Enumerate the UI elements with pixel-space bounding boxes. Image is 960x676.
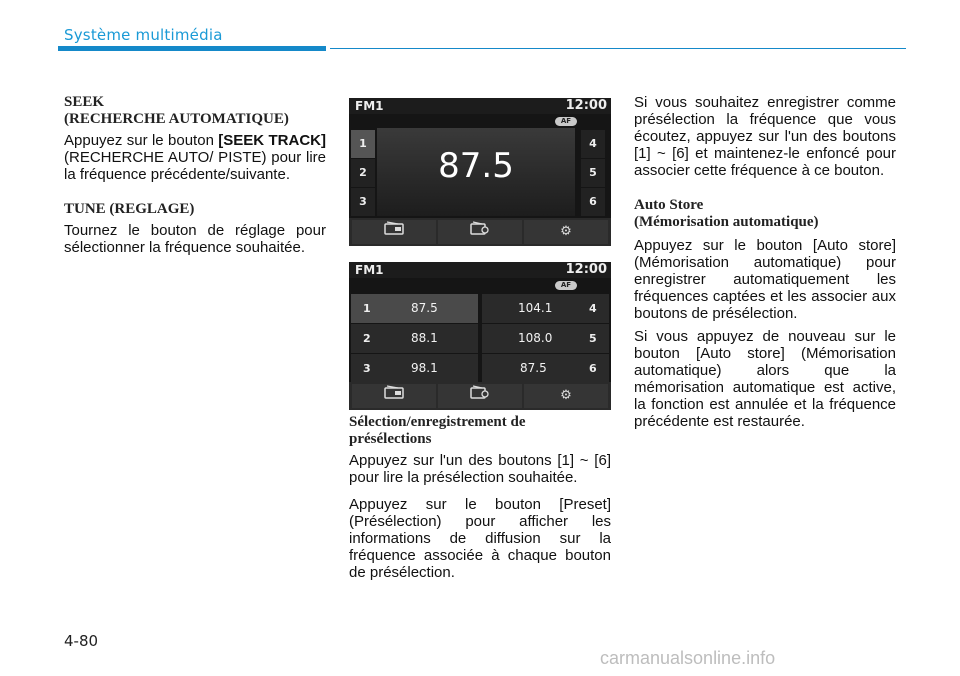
seek-heading-line1: SEEK	[64, 94, 105, 110]
watermark: carmanualsonline.info	[600, 648, 776, 668]
preset-paragraph-2: Appuyez sur le bouton [Preset] (Présélection) pour afficher les informations de diffusion sur la fréquence associée à chaque bouton de présélection.	[349, 496, 611, 581]
radio-search-icon[interactable]	[438, 384, 522, 408]
auto-store-paragraph-2: Si vous appuyez de nouveau sur le bouton [Auto store] (Mémorisation automatique) alors que la mémorisation automatique est active, la fonction est annulée et la fréquence précédente est restaurée.	[634, 328, 896, 430]
preset-frequency: 104.1	[518, 301, 553, 315]
current-frequency: 87.5	[438, 146, 514, 186]
column-2	[349, 414, 611, 581]
preset-heading-line1: Sélection/enregistrement de	[349, 414, 526, 430]
status-bar	[349, 262, 611, 278]
band-label: FM1	[355, 99, 384, 113]
preset-button-2[interactable]: 2	[351, 159, 375, 187]
preset-row-4[interactable]	[482, 294, 609, 323]
section-title: Système multimédia	[64, 26, 223, 44]
preset-frequency: 87.5	[411, 301, 438, 315]
clock: 12:00	[565, 262, 607, 277]
radio-search-icon[interactable]	[438, 220, 522, 244]
preset-number: 1	[363, 302, 371, 315]
status-bar	[349, 98, 611, 114]
preset-row-5[interactable]	[482, 324, 609, 353]
preset-row-1[interactable]	[351, 294, 478, 323]
radio-screen-presets	[349, 262, 611, 410]
af-badge: AF	[555, 117, 577, 126]
preset-number: 6	[589, 362, 597, 375]
radio-list-icon[interactable]	[352, 384, 436, 408]
preset-number: 5	[589, 332, 597, 345]
preset-number: 3	[363, 362, 371, 375]
preset-frequency: 98.1	[411, 361, 438, 375]
preset-number: 2	[363, 332, 371, 345]
store-paragraph: Si vous souhaitez enregistrer comme présélection la fréquence que vous écoutez, appuyez sur l'un des boutons [1] ~ [6] et maintenez-le enfoncé pour associer cette fréquence à ce bouton.	[634, 94, 896, 179]
radio-list-icon[interactable]	[352, 220, 436, 244]
preset-button-5[interactable]: 5	[581, 159, 605, 187]
preset-row-6[interactable]	[482, 354, 609, 383]
column-3	[634, 94, 896, 430]
preset-frequency: 108.0	[518, 331, 553, 345]
preset-button-1[interactable]: 1	[351, 130, 375, 158]
preset-frequency: 87.5	[520, 361, 547, 375]
preset-row-2[interactable]	[351, 324, 478, 353]
settings-gear-icon[interactable]: ⚙	[524, 220, 608, 244]
preset-number: 4	[589, 302, 597, 315]
header-accent-bar	[58, 46, 326, 51]
frequency-display	[377, 128, 575, 216]
preset-paragraph-1: Appuyez sur l'un des boutons [1] ~ [6] pour lire la présélection souhaitée.	[349, 452, 611, 486]
radio-screen-main	[349, 98, 611, 246]
clock: 12:00	[565, 98, 607, 113]
preset-button-4[interactable]: 4	[581, 130, 605, 158]
auto-store-heading-line1: Auto Store	[634, 197, 704, 213]
page-number: 4-80	[64, 632, 99, 650]
preset-heading-line2: présélections	[349, 431, 432, 447]
tune-paragraph: Tournez le bouton de réglage pour sélectionner la fréquence souhaitée.	[64, 222, 326, 256]
preset-row-3[interactable]	[351, 354, 478, 383]
af-badge: AF	[555, 281, 577, 290]
seek-paragraph: Appuyez sur le bouton [SEEK TRACK] (RECHERCHE AUTO/ PISTE) pour lire la fréquence précédente/suivante.	[64, 132, 327, 183]
preset-frequency: 88.1	[411, 331, 438, 345]
header-rule	[330, 48, 906, 49]
preset-button-3[interactable]: 3	[351, 188, 375, 216]
auto-store-paragraph-1: Appuyez sur le bouton [Auto store] (Mémorisation automatique) pour enregistrer automatiquement les fréquences captées et les associer aux boutons de présélection.	[634, 237, 896, 322]
settings-gear-icon[interactable]: ⚙	[524, 384, 608, 408]
bottom-bar	[349, 218, 611, 246]
auto-store-heading-line2: (Mémorisation automatique)	[634, 214, 819, 230]
band-label: FM1	[355, 263, 384, 277]
tune-heading: TUNE (REGLAGE)	[64, 201, 195, 217]
preset-button-6[interactable]: 6	[581, 188, 605, 216]
column-1	[64, 94, 326, 256]
seek-track-button-ref: [SEEK TRACK]	[218, 132, 327, 149]
seek-heading-line2: (RECHERCHE AUTOMATIQUE)	[64, 111, 289, 127]
bottom-bar	[349, 382, 611, 410]
